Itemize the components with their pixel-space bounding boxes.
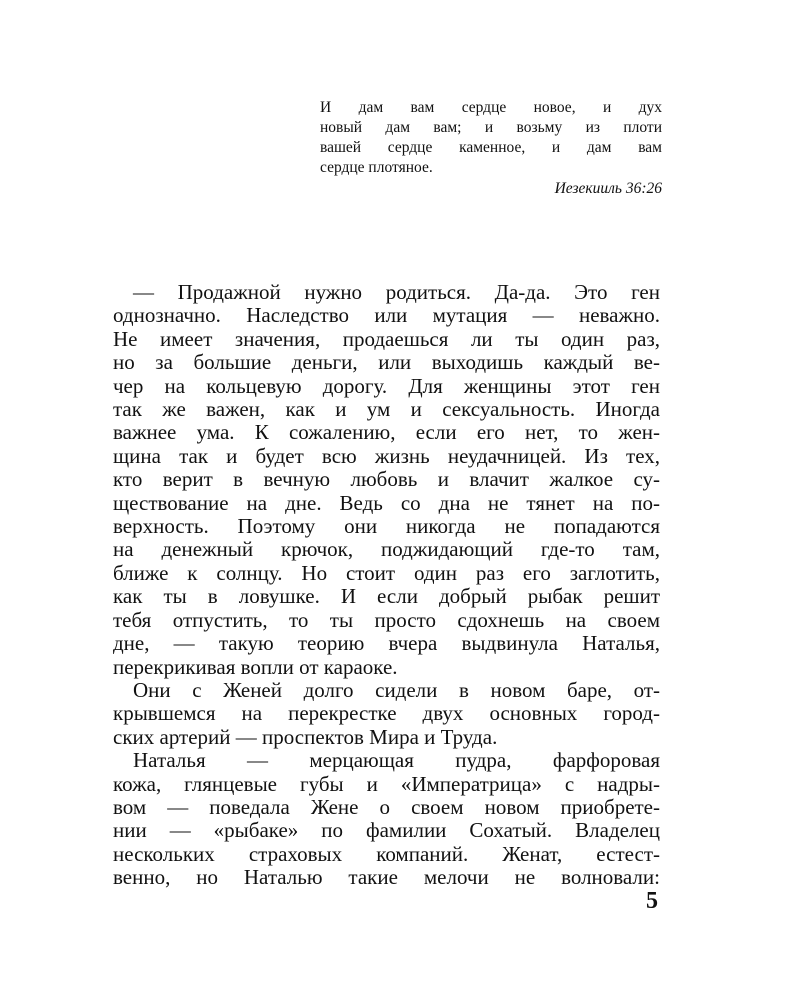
- text-line: как ты в ловушке. И если добрый рыбак решит: [113, 584, 660, 609]
- epigraph-line: И дам вам сердце новое, и дух: [320, 99, 662, 116]
- epigraph-line: вашей сердце каменное, и дам вам: [320, 139, 662, 156]
- text-line: нии — «рыбаке» по фамилии Сохатый. Владелец: [113, 818, 660, 843]
- body-text: [113, 281, 660, 890]
- text-line: ществование на дне. Ведь со дна не тянет на по-: [113, 490, 660, 515]
- text-line: нескольких страховых компаний. Женат, естест-: [113, 841, 660, 866]
- text-line: однозначно. Наследство или мутация — неважно.: [113, 303, 660, 328]
- text-line: чер на кольцевую дорогу. Для женщины этот ген: [113, 373, 660, 398]
- text-line: так же важен, как и ум и сексуальность. Иногда: [113, 397, 660, 422]
- epigraph-source: Иезекииль 36:26: [554, 180, 662, 197]
- text-line: Они с Женей долго сидели в новом баре, от-: [133, 677, 660, 702]
- text-line: дне, — такую теорию вчера выдвинула Наталья,: [113, 631, 660, 656]
- text-line: щина так и будет всю жизнь неудачницей. Из тех,: [113, 443, 660, 468]
- page-number: 5: [646, 888, 658, 914]
- text-line: вом — поведала Жене о своем новом приобрете-: [113, 794, 660, 819]
- text-line: на денежный крючок, поджидающий где-то там,: [113, 537, 660, 562]
- text-line: перекрикивая вопли от караоке.: [113, 654, 398, 679]
- text-line: ближе к солнцу. Но стоит один раз его заглотить,: [113, 560, 660, 585]
- text-line: ских артерий — проспектов Мира и Труда.: [113, 724, 498, 749]
- text-line: Наталья — мерцающая пудра, фарфоровая: [133, 748, 660, 773]
- text-line: кожа, глянцевые губы и «Императрица» с надры-: [113, 771, 660, 796]
- text-line: венно, но Наталью такие мелочи не волновали:: [113, 865, 660, 890]
- text-line: тебя отпустить, то ты просто сдохнешь на своем: [113, 607, 660, 632]
- text-line: но за большие деньги, или выходишь каждый ве-: [113, 350, 660, 375]
- text-line: кто верит в вечную любовь и влачит жалкое су-: [113, 467, 660, 492]
- epigraph-line: сердце плотяное.: [320, 159, 433, 176]
- text-line: верхность. Поэтому они никогда не попадаются: [113, 514, 660, 539]
- text-line: Не имеет значения, продаешься ли ты один раз,: [113, 326, 660, 351]
- epigraph-line: новый дам вам; и возьму из плоти: [320, 119, 662, 136]
- text-line: крывшемся на перекрестке двух основных город-: [113, 701, 660, 726]
- text-line: — Продажной нужно родиться. Да-да. Это ген: [133, 280, 660, 304]
- text-line: важнее ума. К сожалению, если его нет, то жен-: [113, 420, 660, 445]
- epigraph: [320, 98, 662, 199]
